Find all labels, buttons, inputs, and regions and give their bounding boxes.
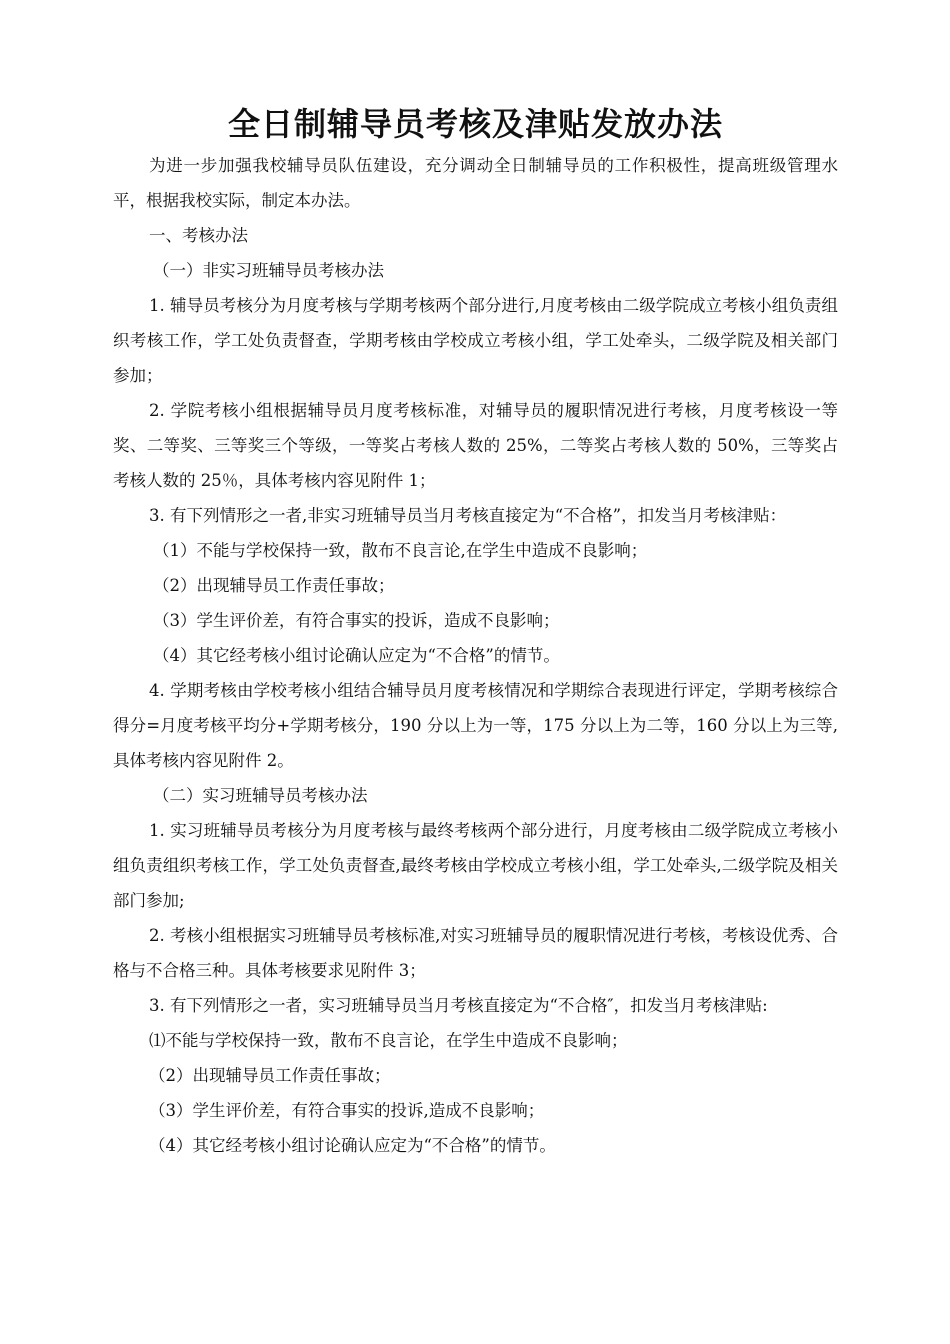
part2-sub-3: （3）学生评价差，有符合事实的投诉,造成不良影响； — [149, 1101, 545, 1120]
document-title: 全日制辅导员考核及津贴发放办法 — [227, 105, 723, 143]
intro-paragraph: 为进一步加强我校辅导员队伍建设，充分调动全日制辅导员的工作积极性，提高班级管理水平，根据我校实际，制定本办法。 — [113, 156, 838, 210]
part1-sub-2: （2）出现辅导员工作责任事故； — [153, 576, 395, 595]
part2-item-1: 1. 实习班辅导员考核分为月度考核与最终考核两个部分进行，月度考核由二级学院成立考核小组负责组织考核工作，学工处负责督查,最终考核由学校成立考核小组，学工处牵头,二级学院及相关部门参加; — [113, 821, 838, 910]
part1-item-3: 3. 有下列情形之一者,非实习班辅导员当月考核直接定为“不合格”，扣发当月考核津贴： — [149, 506, 787, 525]
part1-item-4: 4. 学期考核由学校考核小组结合辅导员月度考核情况和学期综合表现进行评定，学期考核综合得分=月度考核平均分+学期考核分，190 分以上为一等，175 分以上为二等，160 分以上为三等,具体考核内容见附件 2。 — [113, 681, 838, 770]
part2-sub-4: （4）其它经考核小组讨论确认应定为“不合格”的情节。 — [149, 1136, 556, 1155]
part2-sub-2: （2）出现辅导员工作责任事故； — [149, 1066, 391, 1085]
section-heading-assessment: 一、考核办法 — [149, 226, 248, 245]
part2-item-3: 3. 有下列情形之一者，实习班辅导员当月考核直接定为“不合格″，扣发当月考核津贴: — [149, 996, 768, 1015]
part1-heading: （一）非实习班辅导员考核办法 — [153, 261, 384, 280]
part2-sub-1: ⑴不能与学校保持一致，散布不良言论，在学生中造成不良影响； — [149, 1031, 628, 1050]
part1-sub-3: （3）学生评价差，有符合事实的投诉，造成不良影响； — [153, 611, 560, 630]
part1-sub-4: （4）其它经考核小组讨论确认应定为“不合格”的情节。 — [153, 646, 560, 665]
part1-item-1: 1. 辅导员考核分为月度考核与学期考核两个部分进行,月度考核由二级学院成立考核小组负责组织考核工作，学工处负责督查，学期考核由学校成立考核小组，学工处牵头，二级学院及相关部门参加； — [113, 296, 838, 385]
part1-item-2: 2. 学院考核小组根据辅导员月度考核标准，对辅导员的履职情况进行考核，月度考核设一等奖、二等奖、三等奖三个等级，一等奖占考核人数的 25%，二等奖占考核人数的 50%，三等奖占考核人数的 25％，具体考核内容见附件 1； — [113, 401, 838, 490]
part1-sub-1: （1）不能与学校保持一致，散布不良言论,在学生中造成不良影响； — [153, 541, 648, 560]
part2-item-2: 2. 考核小组根据实习班辅导员考核标准,对实习班辅导员的履职情况进行考核，考核设优秀、合格与不合格三种。具体考核要求见附件 3； — [113, 926, 838, 980]
document-page — [113, 100, 838, 1163]
part2-heading: （二）实习班辅导员考核办法 — [153, 786, 368, 805]
